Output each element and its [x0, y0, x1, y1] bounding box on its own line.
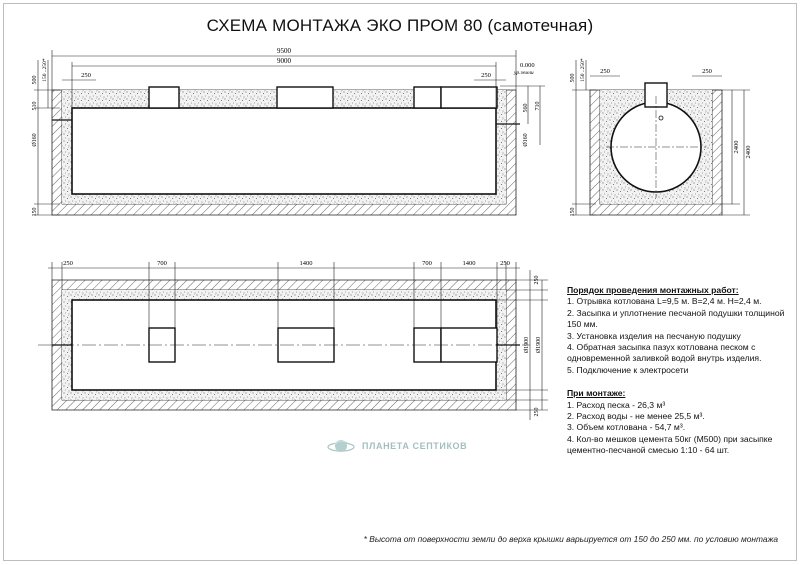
- plan-dim-hatch3: 700: [422, 260, 432, 267]
- side-dim-body: 9000: [277, 57, 291, 65]
- side-dim-total: 9500: [277, 47, 291, 55]
- side-dim-right: 250: [481, 72, 491, 79]
- end-dim-h1: 500: [570, 73, 576, 83]
- installation-notes: [567, 285, 789, 457]
- plan-dim-left: 250: [63, 260, 73, 267]
- end-dim-left: 250: [600, 68, 610, 75]
- notes-item: 1. Расход песка - 26,3 м³: [567, 399, 666, 410]
- side-view: [32, 47, 545, 217]
- side-manhole-2: [277, 87, 333, 108]
- end-dim-inner: 2400: [733, 140, 740, 154]
- notes-item: 3. Объем котлована - 54,7 м³.: [567, 422, 686, 433]
- side-manhole-3: [414, 87, 441, 108]
- brand-logo: [326, 436, 467, 456]
- side-manhole-1: [149, 87, 179, 108]
- end-view: [570, 58, 752, 216]
- notes-item: 2. Расход воды - не менее 25,5 м³.: [567, 411, 705, 422]
- plan-dim-width: Ø1900: [536, 336, 542, 354]
- end-dim-outer: 2400: [745, 145, 752, 159]
- notes-step: 4. Обратная засыпка пазух котлована песком с одновременной заливкой водой внутрь изделия.: [567, 342, 762, 364]
- end-dim-right: 250: [702, 68, 712, 75]
- notes-item: 4. Кол-во мешков цемента 50кг (М500) при засыпке цементно-песчаной смесью 1:10 - 64 шт.: [567, 433, 773, 456]
- side-dim-d3: Ø160: [523, 133, 529, 147]
- side-dim-d2: 710: [535, 101, 541, 111]
- notes-step: 3. Установка изделия на песчаную подушку: [567, 330, 741, 341]
- side-dim-h3: 510: [32, 101, 38, 111]
- logo-text: ПЛАНЕТА СЕПТИКОВ: [362, 441, 468, 451]
- end-dim-bottom: 150: [570, 207, 576, 217]
- plan-dim-top: 250: [534, 275, 540, 285]
- side-level-label: ур.земли: [514, 70, 534, 76]
- plan-dim-right: 250: [500, 260, 510, 267]
- plan-dim-hatch2: 1400: [299, 260, 313, 267]
- drawing-title: СХЕМА МОНТАЖА ЭКО ПРОМ 80 (самотечная): [206, 16, 594, 35]
- side-dim-h1: 500: [32, 75, 38, 85]
- plan-dim-bottom: 250: [534, 407, 540, 417]
- notes-heading-consumption: При монтаже:: [567, 388, 626, 399]
- side-dim-bottom: 150: [32, 207, 38, 217]
- plan-dim-hatch1: 700: [157, 260, 167, 267]
- plan-dim-diam: Ø1900: [524, 336, 530, 354]
- plan-dim-hatch4: 1400: [462, 260, 476, 267]
- side-tank-body: [72, 108, 496, 194]
- side-manhole-4: [441, 87, 497, 108]
- side-dim-h2: 150 ..250*: [42, 58, 48, 82]
- side-dim-left: 250: [81, 72, 91, 79]
- notes-heading-procedure: Порядок проведения монтажных работ:: [567, 285, 739, 295]
- end-dim-h2: 150 ..250*: [580, 58, 586, 82]
- notes-step: 2. Засыпка и уплотнение песчаной подушки толщиной 150 мм.: [567, 307, 785, 330]
- side-dim-d1: 560: [523, 103, 529, 113]
- plan-view: [38, 260, 548, 420]
- side-level: 0.000: [520, 62, 535, 69]
- notes-step: 1. Отрывка котлована L=9,5 м. В=2,4 м. Н=2,4 м.: [567, 296, 762, 307]
- footnote: * Высота от поверхности земли до верха крышки варьируется от 150 до 250 мм. по условию монтажа: [363, 534, 778, 544]
- planet-icon: [326, 436, 356, 456]
- notes-step: 5. Подключение к электросети: [567, 364, 689, 375]
- side-dim-h4: Ø160: [32, 133, 38, 147]
